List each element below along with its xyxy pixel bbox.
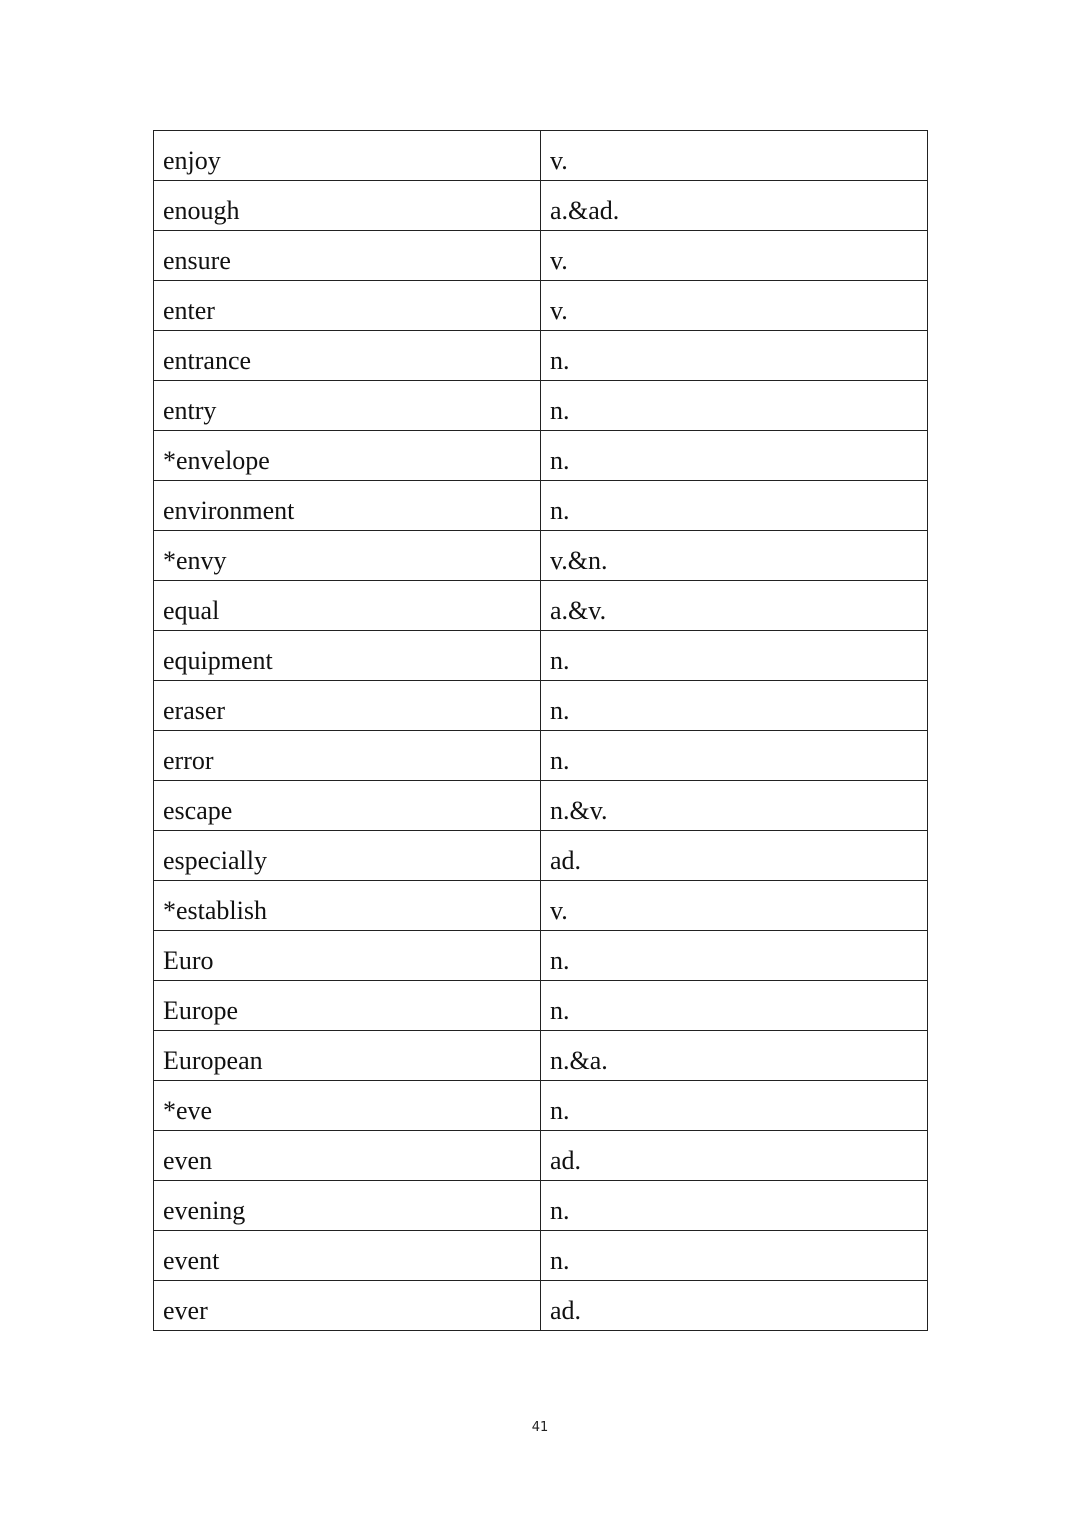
table-row xyxy=(154,131,928,181)
table-row xyxy=(154,581,928,631)
word-cell: equipment xyxy=(154,631,541,681)
part-of-speech-cell: v.&n. xyxy=(541,531,928,581)
part-of-speech-cell: ad. xyxy=(541,1131,928,1181)
table-row xyxy=(154,781,928,831)
word-cell: ever xyxy=(154,1281,541,1331)
word-cell: enter xyxy=(154,281,541,331)
part-of-speech-cell: n. xyxy=(541,631,928,681)
part-of-speech-cell: n. xyxy=(541,431,928,481)
table-row xyxy=(154,1231,928,1281)
part-of-speech-cell: a.&ad. xyxy=(541,181,928,231)
table-row xyxy=(154,431,928,481)
part-of-speech-cell: n.&a. xyxy=(541,1031,928,1081)
table-row xyxy=(154,231,928,281)
word-cell: *envelope xyxy=(154,431,541,481)
word-cell: eraser xyxy=(154,681,541,731)
table-row xyxy=(154,1031,928,1081)
part-of-speech-cell: n. xyxy=(541,681,928,731)
word-cell: European xyxy=(154,1031,541,1081)
vocabulary-table xyxy=(153,130,928,1331)
part-of-speech-cell: v. xyxy=(541,281,928,331)
word-cell: entry xyxy=(154,381,541,431)
word-cell: enjoy xyxy=(154,131,541,181)
part-of-speech-cell: n. xyxy=(541,1081,928,1131)
table-row xyxy=(154,481,928,531)
word-cell: especially xyxy=(154,831,541,881)
table-row xyxy=(154,181,928,231)
part-of-speech-cell: a.&v. xyxy=(541,581,928,631)
table-row xyxy=(154,1281,928,1331)
table-row xyxy=(154,1181,928,1231)
word-cell: ensure xyxy=(154,231,541,281)
table-row xyxy=(154,681,928,731)
part-of-speech-cell: n. xyxy=(541,1181,928,1231)
word-cell: Euro xyxy=(154,931,541,981)
word-cell: evening xyxy=(154,1181,541,1231)
part-of-speech-cell: v. xyxy=(541,131,928,181)
part-of-speech-cell: n. xyxy=(541,981,928,1031)
word-cell: entrance xyxy=(154,331,541,381)
part-of-speech-cell: n. xyxy=(541,1231,928,1281)
word-cell: escape xyxy=(154,781,541,831)
table-row xyxy=(154,1081,928,1131)
part-of-speech-cell: n. xyxy=(541,731,928,781)
word-cell: environment xyxy=(154,481,541,531)
vocabulary-table-body xyxy=(154,131,928,1331)
part-of-speech-cell: n.&v. xyxy=(541,781,928,831)
table-row xyxy=(154,531,928,581)
table-row xyxy=(154,281,928,331)
table-row xyxy=(154,981,928,1031)
word-cell: Europe xyxy=(154,981,541,1031)
part-of-speech-cell: n. xyxy=(541,331,928,381)
word-cell: even xyxy=(154,1131,541,1181)
word-cell: enough xyxy=(154,181,541,231)
word-cell: event xyxy=(154,1231,541,1281)
table-row xyxy=(154,731,928,781)
table-row xyxy=(154,831,928,881)
table-row xyxy=(154,881,928,931)
word-cell: *envy xyxy=(154,531,541,581)
part-of-speech-cell: n. xyxy=(541,381,928,431)
word-cell: *eve xyxy=(154,1081,541,1131)
part-of-speech-cell: ad. xyxy=(541,831,928,881)
word-cell: error xyxy=(154,731,541,781)
table-row xyxy=(154,381,928,431)
part-of-speech-cell: v. xyxy=(541,881,928,931)
part-of-speech-cell: v. xyxy=(541,231,928,281)
page-number: 41 xyxy=(531,1420,549,1435)
word-cell: equal xyxy=(154,581,541,631)
part-of-speech-cell: n. xyxy=(541,931,928,981)
word-cell: *establish xyxy=(154,881,541,931)
table-row xyxy=(154,1131,928,1181)
table-row xyxy=(154,931,928,981)
part-of-speech-cell: ad. xyxy=(541,1281,928,1331)
part-of-speech-cell: n. xyxy=(541,481,928,531)
table-row xyxy=(154,631,928,681)
table-row xyxy=(154,331,928,381)
